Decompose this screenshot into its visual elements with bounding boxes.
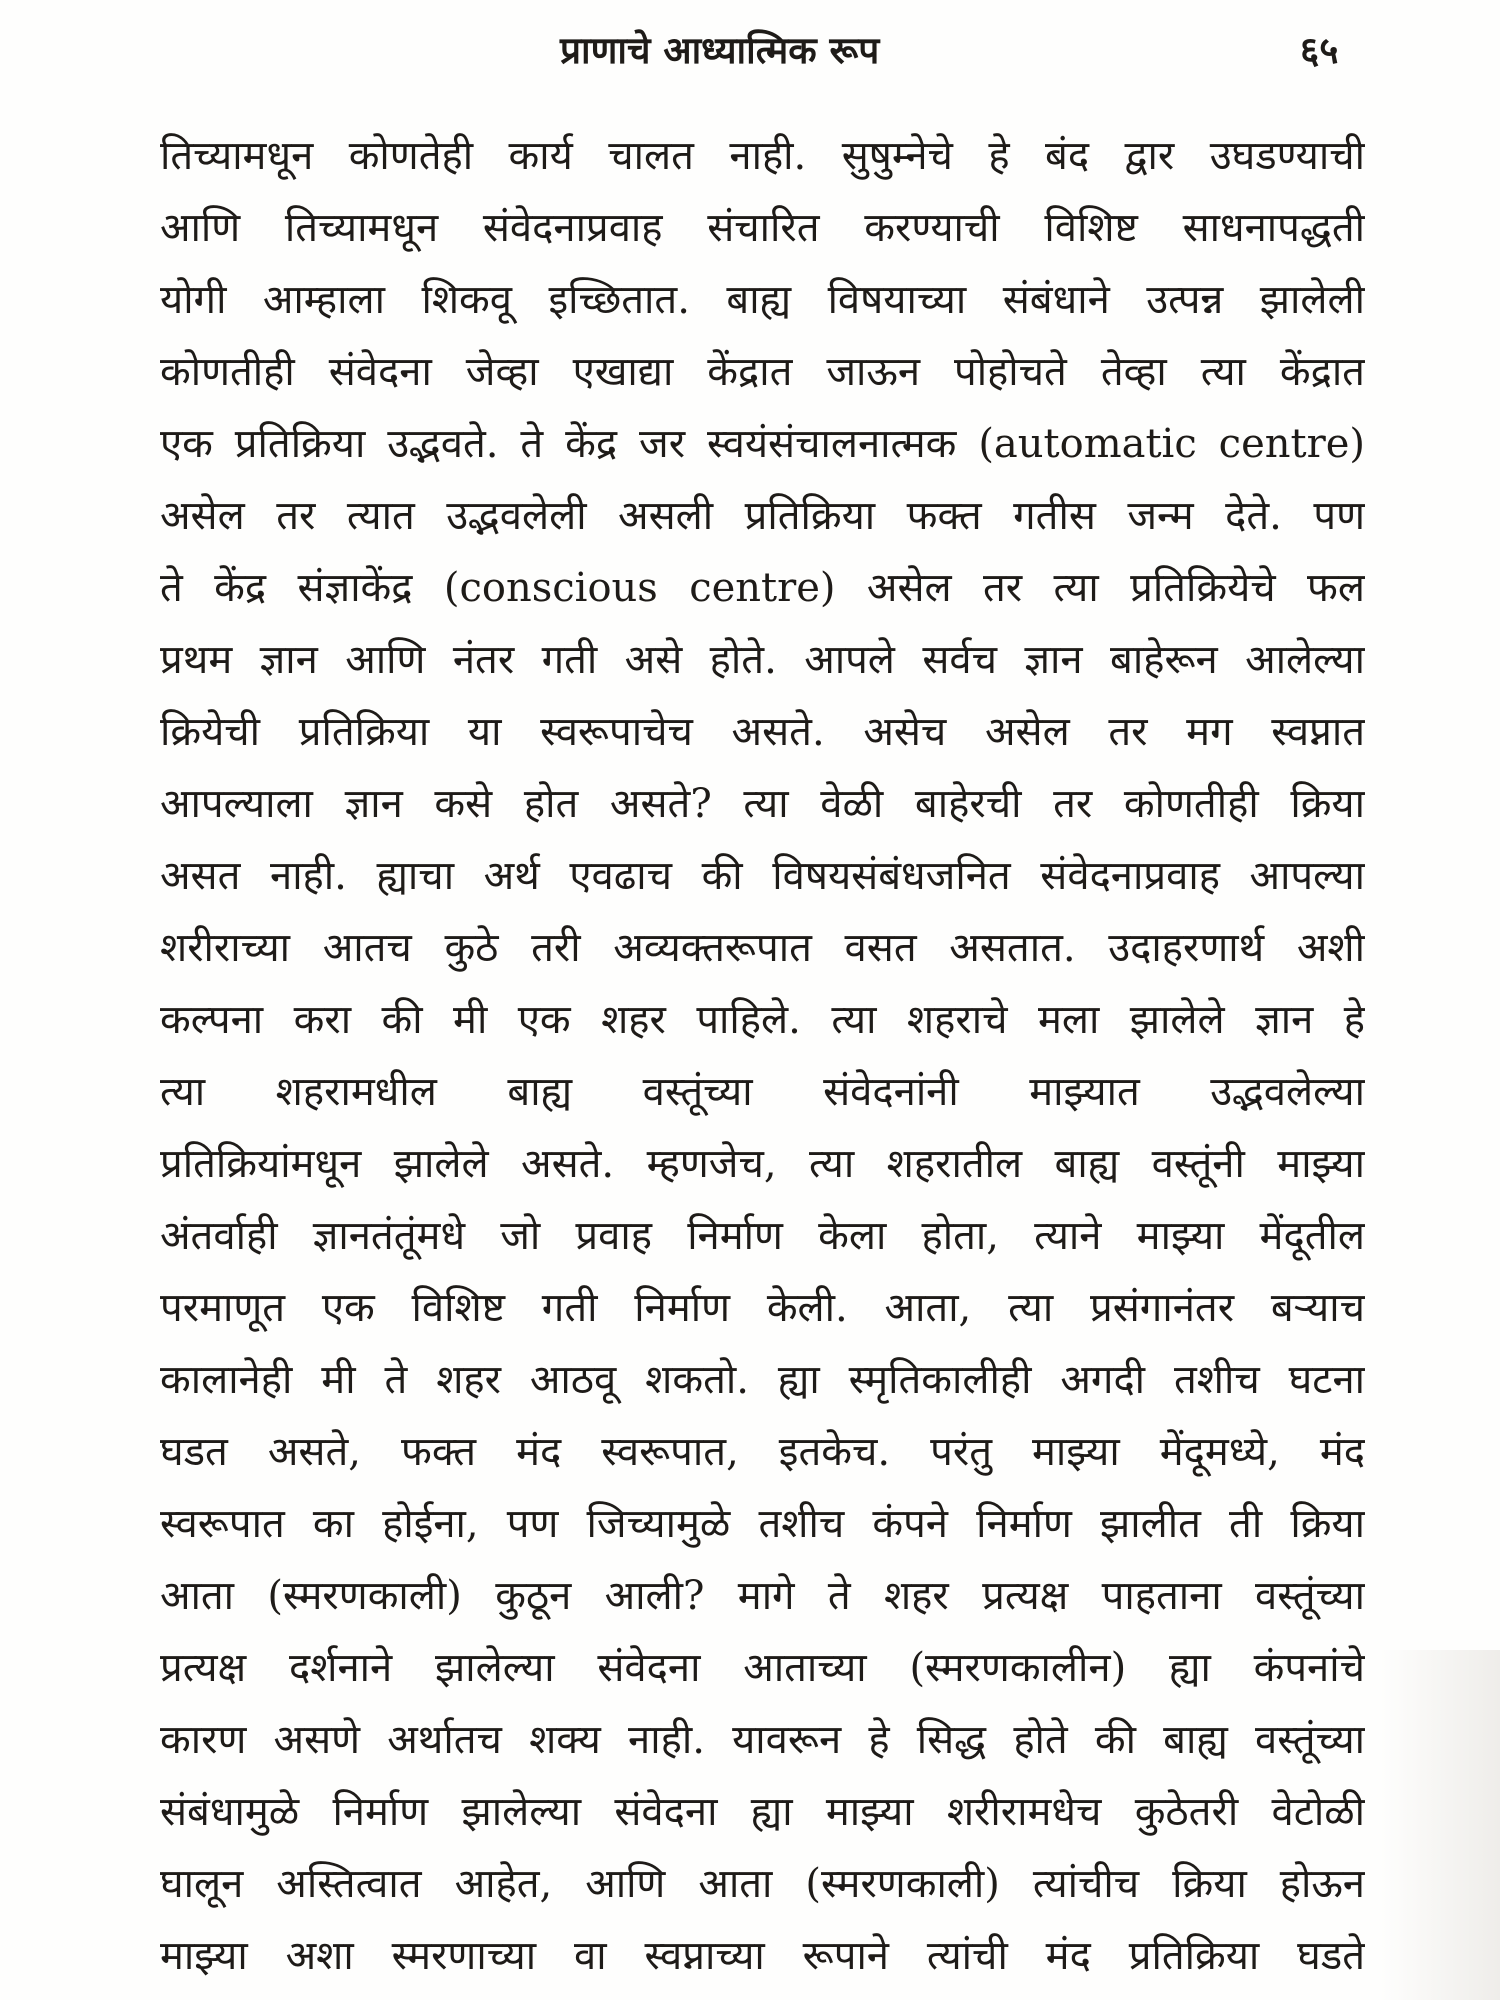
text-line: घालून अस्तित्वात आहेत, आणि आता (स्मरणकाली) त्यांचीच क्रिया होऊन (160, 1861, 1365, 1907)
text-line: क्रियेची प्रतिक्रिया या स्वरूपाचेच असते. असेच असेल तर मग स्वप्नात (160, 709, 1365, 755)
running-title: प्राणाचे आध्यात्मिक रूप (560, 28, 880, 72)
text-line: कारण असणे अर्थातच शक्य नाही. यावरून हे सिद्ध होते की बाह्य वस्तूंच्या (160, 1717, 1365, 1763)
text-line: असत नाही. ह्याचा अर्थ एवढाच की विषयसंबंधजनित संवेदनाप्रवाह आपल्या (160, 853, 1365, 899)
text-line: प्रथम ज्ञान आणि नंतर गती असे होते. आपले सर्वच ज्ञान बाहेरून आलेल्या (160, 637, 1365, 683)
text-line: आणि तिच्यामधून संवेदनाप्रवाह संचारित करण्याची विशिष्ट साधनापद्धती (160, 205, 1365, 251)
text-line: तिच्यामधून कोणतेही कार्य चालत नाही. सुषुम्नेचे हे बंद द्वार उघडण्याची (160, 133, 1365, 179)
running-head (0, 20, 1500, 80)
page-number: ६५ (1300, 28, 1339, 72)
text-line: योगी आम्हाला शिकवू इच्छितात. बाह्य विषयाच्या संबंधाने उत्पन्न झालेली (160, 277, 1365, 323)
text-line: अंतर्वाही ज्ञानतंतूंमधे जो प्रवाह निर्माण केला होता, त्याने माझ्या मेंदूतील (160, 1213, 1365, 1259)
text-line: प्रतिक्रियांमधून झालेले असते. म्हणजेच, त्या शहरातील बाह्य वस्तूंनी माझ्या (160, 1141, 1365, 1187)
text-line: कोणतीही संवेदना जेव्हा एखाद्या केंद्रात जाऊन पोहोचते तेव्हा त्या केंद्रात (160, 349, 1365, 395)
text-line: ते केंद्र संज्ञाकेंद्र (conscious centre) असेल तर त्या प्रतिक्रियेचे फल (160, 565, 1365, 611)
text-line: माझ्या अशा स्मरणाच्या वा स्वप्नाच्या रूपाने त्यांची मंद प्रतिक्रिया घडते (160, 1933, 1365, 1979)
text-line: परमाणूत एक विशिष्ट गती निर्माण केली. आता, त्या प्रसंगानंतर बऱ्याच (160, 1285, 1365, 1331)
text-line: घडत असते, फक्त मंद स्वरूपात, इतकेच. परंतु माझ्या मेंदूमध्ये, मंद (160, 1429, 1365, 1475)
text-line: संबंधामुळे निर्माण झालेल्या संवेदना ह्या माझ्या शरीरामधेच कुठेतरी वेटोळी (160, 1789, 1365, 1835)
text-line: एक प्रतिक्रिया उद्भवते. ते केंद्र जर स्वयंसंचालनात्मक (automatic centre) (160, 421, 1365, 467)
text-line: स्वरूपात का होईना, पण जिच्यामुळे तशीच कंपने निर्माण झालीत ती क्रिया (160, 1501, 1365, 1547)
text-line: कल्पना करा की मी एक शहर पाहिले. त्या शहराचे मला झालेले ज्ञान हे (160, 997, 1365, 1043)
page-edge-shadow (1380, 1650, 1500, 2000)
text-line: शरीराच्या आतच कुठे तरी अव्यक्तरूपात वसत असतात. उदाहरणार्थ अशी (160, 925, 1365, 971)
text-line: त्या शहरामधील बाह्य वस्तूंच्या संवेदनांनी माझ्यात उद्भवलेल्या (160, 1069, 1365, 1115)
text-line: कालानेही मी ते शहर आठवू शकतो. ह्या स्मृतिकालीही अगदी तशीच घटना (160, 1357, 1365, 1403)
text-line: असेल तर त्यात उद्भवलेली असली प्रतिक्रिया फक्त गतीस जन्म देते. पण (160, 493, 1365, 539)
text-line: आता (स्मरणकाली) कुठून आली? मागे ते शहर प्रत्यक्ष पाहताना वस्तूंच्या (160, 1573, 1365, 1619)
text-line: आपल्याला ज्ञान कसे होत असते? त्या वेळी बाहेरची तर कोणतीही क्रिया (160, 781, 1365, 827)
text-line: प्रत्यक्ष दर्शनाने झालेल्या संवेदना आताच्या (स्मरणकालीन) ह्या कंपनांचे (160, 1645, 1365, 1691)
body-text (160, 120, 1365, 1992)
